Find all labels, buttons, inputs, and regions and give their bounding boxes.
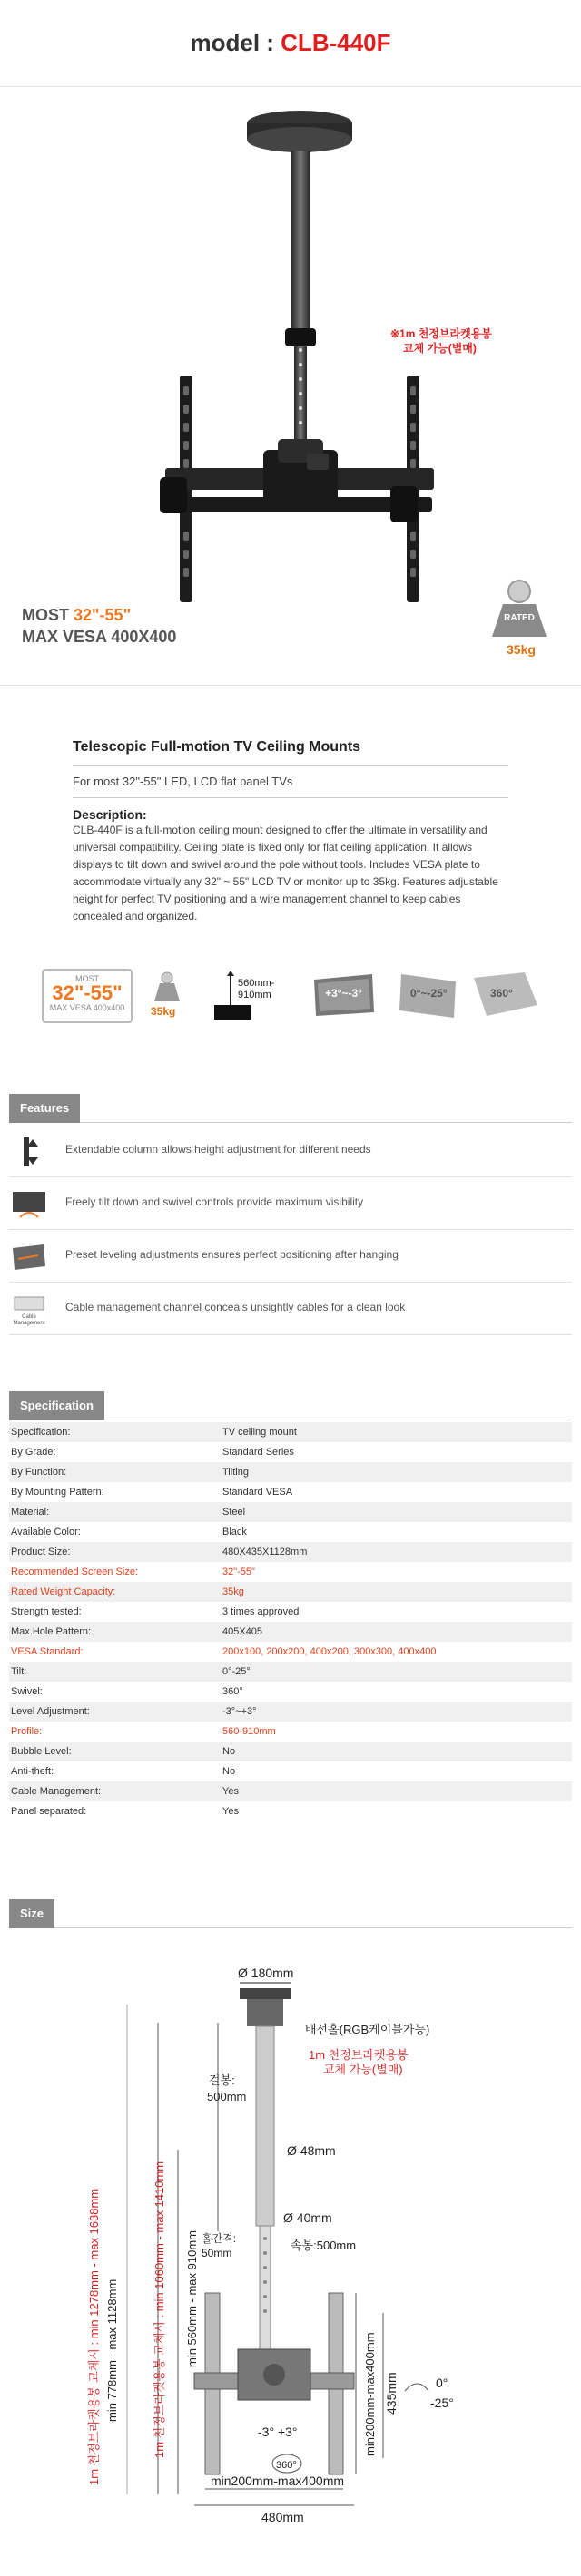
most-label: MOST bbox=[22, 606, 74, 624]
screen-size-badge bbox=[42, 969, 133, 1023]
spec-row bbox=[9, 1522, 572, 1542]
height-badge bbox=[211, 969, 292, 1023]
spec-key: Rated Weight Capacity: bbox=[11, 1586, 116, 1597]
tilt-0-label: 0° bbox=[436, 2376, 448, 2390]
spec-value: Steel bbox=[222, 1507, 246, 1517]
svg-text:Management: Management bbox=[13, 1321, 45, 1326]
model-prefix: model : bbox=[190, 29, 281, 56]
spec-value: 480X435X1128mm bbox=[222, 1547, 308, 1557]
spec-key: Max.Hole Pattern: bbox=[11, 1626, 92, 1637]
hero-section bbox=[0, 87, 581, 686]
spec-row bbox=[9, 1702, 572, 1722]
spec-row bbox=[9, 1502, 572, 1522]
swivel-label: 360° bbox=[276, 2460, 297, 2471]
specification-header-label: Specification bbox=[9, 1391, 104, 1420]
spec-row bbox=[9, 1781, 572, 1801]
spec-value: Black bbox=[222, 1527, 247, 1537]
spec-value: TV ceiling mount bbox=[222, 1427, 297, 1438]
width-480-label: 480mm bbox=[261, 2510, 304, 2524]
spec-value: 3 times approved bbox=[222, 1606, 300, 1617]
spec-key: Panel separated: bbox=[11, 1806, 87, 1817]
dim-diameter-40: Ø 40mm bbox=[283, 2210, 332, 2225]
spec-row bbox=[9, 1662, 572, 1682]
tilt-25-label: -25° bbox=[430, 2395, 454, 2410]
spec-row bbox=[9, 1602, 572, 1622]
spec-value: No bbox=[222, 1746, 236, 1757]
weight-icon bbox=[143, 969, 194, 1005]
spec-row bbox=[9, 1742, 572, 1761]
weight-badge bbox=[143, 969, 194, 1023]
spec-row bbox=[9, 1722, 572, 1742]
spec-key: Material: bbox=[11, 1507, 50, 1517]
accessory-note bbox=[390, 327, 492, 356]
spec-value: Yes bbox=[222, 1786, 239, 1797]
features-header bbox=[9, 1094, 572, 1123]
leveling-icon bbox=[11, 1241, 47, 1273]
feature-text: Freely tilt down and swivel controls provide maximum visibility bbox=[65, 1195, 364, 1208]
horizontal-vesa-label: min200mm-max400mm bbox=[211, 2474, 345, 2488]
accessory-note-line2: 교체 가능(별매) bbox=[403, 342, 477, 355]
badge-most-label: MOST bbox=[75, 974, 99, 983]
product-title: Telescopic Full-motion TV Ceiling Mounts bbox=[73, 739, 508, 766]
level-badge bbox=[309, 969, 379, 1023]
size-red-note2: 교체 가능(별매) bbox=[323, 2063, 403, 2076]
spec-value: -3°~+3° bbox=[222, 1706, 257, 1717]
extend-icon bbox=[11, 1136, 47, 1168]
specification-header bbox=[9, 1391, 572, 1420]
gap-value: 50mm bbox=[202, 2247, 232, 2259]
rated-label: RATED bbox=[504, 613, 535, 623]
spec-value: 35kg bbox=[222, 1586, 244, 1597]
spec-key: By Grade: bbox=[11, 1447, 56, 1458]
spec-key: Level Adjustment: bbox=[11, 1706, 90, 1717]
rated-weight: 35kg bbox=[507, 642, 536, 657]
description-body: CLB-440F is a full-motion ceiling mount designed to offer the ultimate in versatility and universal compatibility. Ceiling plate is fixed only for flat ceiling application. It allows displays to tilt down and swivel around the pole without tools. Includes VESA plate to accommodate virtually any 32" ~ 55" LCD TV or monitor up to 35kg. Features adjustable height for perfect TV positioning and a wire management channel to keep cables concealed and organized. bbox=[73, 824, 498, 922]
spec-row bbox=[9, 1682, 572, 1702]
spec-key: Swivel: bbox=[11, 1686, 43, 1697]
height-435-label: 435mm bbox=[384, 2372, 399, 2415]
features-list bbox=[9, 1125, 572, 1335]
product-subtitle: For most 32"-55" LED, LCD flat panel TVs bbox=[73, 766, 508, 798]
accessory-note-line1: ※1m 천정브라켓용봉 bbox=[390, 327, 492, 340]
spec-key: Bubble Level: bbox=[11, 1746, 72, 1757]
spec-value: Standard Series bbox=[222, 1447, 294, 1458]
spec-key: By Mounting Pattern: bbox=[11, 1487, 104, 1498]
spec-key: VESA Standard: bbox=[11, 1646, 84, 1657]
badge-weight: 35kg bbox=[151, 1005, 176, 1018]
spec-key: Cable Management: bbox=[11, 1786, 102, 1797]
specification-table bbox=[9, 1422, 572, 1821]
max-vesa: MAX VESA 400X400 bbox=[22, 628, 177, 646]
description-heading: Description: bbox=[73, 807, 147, 822]
badge-level: +3°~-3° bbox=[325, 987, 362, 1000]
spec-value: 360° bbox=[222, 1686, 243, 1697]
model-title bbox=[0, 0, 581, 87]
feature-icon-row bbox=[36, 969, 545, 1032]
spec-row bbox=[9, 1761, 572, 1781]
spec-row bbox=[9, 1462, 572, 1482]
travel-value: 500mm bbox=[207, 2090, 247, 2103]
spec-value: Tilting bbox=[222, 1467, 249, 1478]
spec-row bbox=[9, 1642, 572, 1662]
spec-key: Profile: bbox=[11, 1726, 43, 1737]
spec-key: By Function: bbox=[11, 1467, 67, 1478]
outer-range-label: min 778mm - max 1128mm bbox=[105, 2278, 119, 2422]
spec-value: 200x100, 200x200, 400x200, 300x300, 400x400 bbox=[222, 1646, 437, 1657]
gap-label: 홀간격: bbox=[202, 2232, 237, 2245]
badge-tilt: 0°~-25° bbox=[410, 987, 448, 1000]
features-header-label: Features bbox=[9, 1094, 80, 1123]
vertical-vesa-label: min200mm-max400mm bbox=[363, 2332, 377, 2456]
spec-value: 0°-25° bbox=[222, 1666, 251, 1677]
tilt-badge bbox=[392, 969, 463, 1023]
size-red-note1: 1m 천정브라켓용봉 bbox=[309, 2048, 409, 2062]
spec-row bbox=[9, 1622, 572, 1642]
spec-value: 560-910mm bbox=[222, 1726, 276, 1737]
outer-total-label: 1m 천정브라켓용봉 교체시 : min 1278mm - max 1638mm bbox=[87, 2188, 101, 2485]
spec-value: Standard VESA bbox=[222, 1487, 293, 1498]
feature-text: Cable management channel conceals unsightly cables for a clean look bbox=[65, 1301, 406, 1313]
spec-value: 405X405 bbox=[222, 1626, 263, 1637]
spec-key: Anti-theft: bbox=[11, 1766, 54, 1777]
feature-text: Extendable column allows height adjustment for different needs bbox=[65, 1143, 371, 1156]
spec-row bbox=[9, 1482, 572, 1502]
feature-item bbox=[9, 1283, 572, 1335]
spec-key: Available Color: bbox=[11, 1527, 81, 1537]
spec-key: Strength tested: bbox=[11, 1606, 82, 1617]
description-section bbox=[73, 739, 508, 925]
inner-range-label: min 560mm - max 910mm bbox=[185, 2230, 199, 2367]
spec-key: Recommended Screen Size: bbox=[11, 1566, 139, 1577]
spec-row bbox=[9, 1801, 572, 1821]
spec-row bbox=[9, 1542, 572, 1562]
badge-vesa: MAX VESA 400x400 bbox=[49, 1003, 125, 1012]
spec-row bbox=[9, 1442, 572, 1462]
model-code: CLB-440F bbox=[281, 29, 391, 56]
size-diagram bbox=[0, 1950, 581, 2576]
badge-height: 560mm- 910mm bbox=[238, 978, 275, 1000]
dim-diameter-48: Ø 48mm bbox=[287, 2143, 336, 2158]
spec-key: Tilt: bbox=[11, 1666, 27, 1677]
level-label: -3° +3° bbox=[258, 2425, 298, 2439]
feature-text: Preset leveling adjustments ensures perfect positioning after hanging bbox=[65, 1248, 399, 1261]
svg-text:Cable: Cable bbox=[22, 1314, 36, 1320]
spec-row bbox=[9, 1562, 572, 1582]
feature-item bbox=[9, 1177, 572, 1230]
dim-diameter-180: Ø 180mm bbox=[238, 1966, 294, 1980]
inner-total-label: 1m 천정브라켓용봉 교체시 : min 1060mm - max 1410mm bbox=[153, 2161, 166, 2458]
feature-item bbox=[9, 1230, 572, 1283]
size-header bbox=[9, 1899, 572, 1928]
spec-row bbox=[9, 1582, 572, 1602]
swivel-badge bbox=[470, 969, 541, 1023]
spec-value: Yes bbox=[222, 1806, 239, 1817]
badge-swivel: 360° bbox=[490, 987, 513, 1000]
spec-key: Product Size: bbox=[11, 1547, 71, 1557]
most-size bbox=[22, 606, 131, 625]
spec-value: 32"-55" bbox=[222, 1566, 255, 1577]
spec-row bbox=[9, 1422, 572, 1442]
size-header-label: Size bbox=[9, 1899, 54, 1928]
spec-value: No bbox=[222, 1766, 236, 1777]
badge-range: 32"-55" bbox=[52, 981, 123, 1004]
cable-hole-label: 배선홀(RGB케이블가능) bbox=[305, 2023, 430, 2036]
travel-label: 걸봉: bbox=[209, 2073, 235, 2087]
inner-pole-label: 속봉:500mm bbox=[290, 2239, 357, 2252]
most-range: 32"-55" bbox=[74, 606, 132, 624]
spec-key: Specification: bbox=[11, 1427, 71, 1438]
cable-icon bbox=[11, 1293, 47, 1326]
product-image bbox=[0, 87, 581, 686]
tilt-swivel-icon bbox=[11, 1188, 47, 1221]
feature-item bbox=[9, 1125, 572, 1177]
